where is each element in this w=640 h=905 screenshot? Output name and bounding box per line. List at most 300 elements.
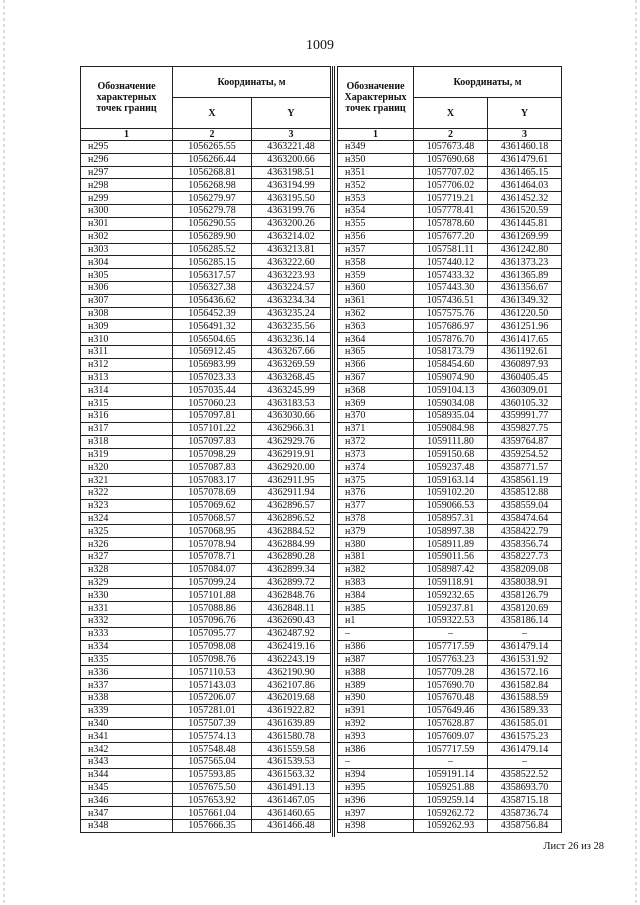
right-table-body [338, 141, 562, 833]
y-coordinate: 4362899.34 [252, 563, 331, 576]
point-label: н367 [338, 371, 414, 384]
y-coordinate: 4358771.57 [488, 461, 562, 474]
x-coordinate: 1058911.89 [414, 538, 488, 551]
table-row [81, 256, 331, 269]
left-margin-marks [3, 0, 5, 905]
x-coordinate: 1059237.48 [414, 461, 488, 474]
y-coordinate: 4358186.14 [488, 615, 562, 628]
header-col-number-2: 2 [173, 129, 252, 141]
point-label: н357 [338, 243, 414, 256]
coordinates-table-left [80, 66, 331, 833]
y-coordinate: 4361539.53 [252, 756, 331, 769]
x-coordinate: 1057436.51 [414, 294, 488, 307]
point-label: н366 [338, 358, 414, 371]
table-row [81, 563, 331, 576]
y-coordinate: 4361580.78 [252, 730, 331, 743]
x-coordinate: – [414, 756, 488, 769]
x-coordinate: 1057717.59 [414, 640, 488, 653]
point-label: н369 [338, 397, 414, 410]
y-coordinate: 4362966.31 [252, 422, 331, 435]
point-label: н385 [338, 602, 414, 615]
point-label: н339 [81, 704, 173, 717]
point-label: н373 [338, 448, 414, 461]
x-coordinate: 1057548.48 [173, 743, 252, 756]
point-label: н312 [81, 358, 173, 371]
table-row [338, 422, 562, 435]
y-coordinate: 4361467.05 [252, 794, 331, 807]
table-divider [332, 66, 335, 837]
table-row [81, 679, 331, 692]
point-label: н336 [81, 666, 173, 679]
header-y: Y [252, 98, 331, 129]
y-coordinate: 4361589.33 [488, 704, 562, 717]
table-row [81, 269, 331, 282]
x-coordinate: 1057099.24 [173, 576, 252, 589]
y-coordinate: 4361563.32 [252, 768, 331, 781]
x-coordinate: 1057690.70 [414, 679, 488, 692]
table-row [338, 743, 562, 756]
y-coordinate: 4358126.79 [488, 589, 562, 602]
point-label: н344 [81, 768, 173, 781]
x-coordinate: 1057878.60 [414, 217, 488, 230]
x-coordinate: 1057060.23 [173, 397, 252, 410]
x-coordinate: 1057666.35 [173, 820, 252, 833]
y-coordinate: 4363221.48 [252, 141, 331, 154]
y-coordinate: 4362487.92 [252, 627, 331, 640]
point-label: н371 [338, 422, 414, 435]
x-coordinate: 1057098.08 [173, 640, 252, 653]
table-row [81, 474, 331, 487]
y-coordinate: 4361356.67 [488, 281, 562, 294]
y-coordinate: 4362884.99 [252, 538, 331, 551]
point-label: н378 [338, 512, 414, 525]
table-row [338, 461, 562, 474]
point-label: н348 [81, 820, 173, 833]
point-label: н326 [81, 538, 173, 551]
table-row [81, 615, 331, 628]
x-coordinate: 1057078.94 [173, 538, 252, 551]
point-label: н384 [338, 589, 414, 602]
y-coordinate: 4362107.86 [252, 679, 331, 692]
y-coordinate: 4361192.61 [488, 346, 562, 359]
table-row [338, 576, 562, 589]
x-coordinate: 1057101.22 [173, 422, 252, 435]
x-coordinate: 1057101.88 [173, 589, 252, 602]
table-row [338, 281, 562, 294]
table-row [81, 666, 331, 679]
point-label: н395 [338, 781, 414, 794]
point-label: н354 [338, 205, 414, 218]
table-row [338, 486, 562, 499]
y-coordinate: 4361460.18 [488, 141, 562, 154]
point-label: н353 [338, 192, 414, 205]
x-coordinate: 1057095.77 [173, 627, 252, 640]
point-label: н328 [81, 563, 173, 576]
y-coordinate: 4362848.11 [252, 602, 331, 615]
table-row [81, 691, 331, 704]
point-label: н298 [81, 179, 173, 192]
y-coordinate: 4361531.92 [488, 653, 562, 666]
y-coordinate: 4363213.81 [252, 243, 331, 256]
header-point-label: Обозначение характерных точек границ [81, 67, 173, 129]
point-label: н322 [81, 486, 173, 499]
x-coordinate: 1057649.46 [414, 704, 488, 717]
x-coordinate: 1057677.20 [414, 230, 488, 243]
header-col-number-1-right: 1 [338, 129, 414, 141]
table-row [81, 230, 331, 243]
table-row [81, 551, 331, 564]
y-coordinate: 4363224.57 [252, 281, 331, 294]
point-label: н388 [338, 666, 414, 679]
table-row [81, 358, 331, 371]
y-coordinate: 4358356.74 [488, 538, 562, 551]
point-label: н365 [338, 346, 414, 359]
y-coordinate: 4358756.84 [488, 820, 562, 833]
table-row [81, 346, 331, 359]
y-coordinate: 4361466.48 [252, 820, 331, 833]
x-coordinate: 1057565.04 [173, 756, 252, 769]
y-coordinate: 4361465.15 [488, 166, 562, 179]
point-label: н307 [81, 294, 173, 307]
y-coordinate: – [488, 627, 562, 640]
x-coordinate: 1058935.04 [414, 410, 488, 423]
table-row [338, 307, 562, 320]
point-label: н320 [81, 461, 173, 474]
table-row [338, 192, 562, 205]
table-row [338, 230, 562, 243]
y-coordinate: 4358474.64 [488, 512, 562, 525]
point-label: н318 [81, 435, 173, 448]
point-label: н315 [81, 397, 173, 410]
point-label: н368 [338, 384, 414, 397]
point-label: н381 [338, 551, 414, 564]
point-label: н330 [81, 589, 173, 602]
table-row [81, 525, 331, 538]
table-row [81, 499, 331, 512]
x-coordinate: 1057575.76 [414, 307, 488, 320]
table-row [81, 653, 331, 666]
header-col-number-1: 1 [81, 129, 173, 141]
point-label: н305 [81, 269, 173, 282]
table-row [81, 371, 331, 384]
table-row [338, 474, 562, 487]
y-coordinate: 4358227.73 [488, 551, 562, 564]
table-row [81, 512, 331, 525]
table-row [338, 756, 562, 769]
x-coordinate: 1057078.69 [173, 486, 252, 499]
y-coordinate: 4359827.75 [488, 422, 562, 435]
point-label: н392 [338, 717, 414, 730]
x-coordinate: 1057069.62 [173, 499, 252, 512]
table-row [81, 743, 331, 756]
y-coordinate: 4361251.96 [488, 320, 562, 333]
table-row [338, 717, 562, 730]
y-coordinate: 4359764.87 [488, 435, 562, 448]
y-coordinate: 4360105.32 [488, 397, 562, 410]
y-coordinate: 4360897.93 [488, 358, 562, 371]
table-row [338, 538, 562, 551]
table-row [338, 269, 562, 282]
y-coordinate: 4361460.65 [252, 807, 331, 820]
y-coordinate: 4361417.65 [488, 333, 562, 346]
point-label: н376 [338, 486, 414, 499]
point-label: н397 [338, 807, 414, 820]
header-col-number-3-right: 3 [488, 129, 562, 141]
y-coordinate: 4362884.52 [252, 525, 331, 538]
y-coordinate: 4361452.32 [488, 192, 562, 205]
point-label: н1 [338, 615, 414, 628]
table-row [338, 448, 562, 461]
y-coordinate: 4361464.03 [488, 179, 562, 192]
table-row [338, 512, 562, 525]
x-coordinate: 1059084.98 [414, 422, 488, 435]
x-coordinate: 1057110.53 [173, 666, 252, 679]
table-row [81, 205, 331, 218]
y-coordinate: 4363223.93 [252, 269, 331, 282]
x-coordinate: 1057709.28 [414, 666, 488, 679]
y-coordinate: 4363200.66 [252, 153, 331, 166]
y-coordinate: 4363200.26 [252, 217, 331, 230]
table-row [338, 768, 562, 781]
x-coordinate: 1057143.03 [173, 679, 252, 692]
point-label: н360 [338, 281, 414, 294]
y-coordinate: 4359991.77 [488, 410, 562, 423]
point-label: н296 [81, 153, 173, 166]
x-coordinate: 1059237.81 [414, 602, 488, 615]
table-row [81, 768, 331, 781]
x-coordinate: 1057083.17 [173, 474, 252, 487]
header-coordinates: Координаты, м [173, 67, 331, 98]
x-coordinate: 1059118.91 [414, 576, 488, 589]
x-coordinate: 1056912.45 [173, 346, 252, 359]
x-coordinate: 1056452.39 [173, 307, 252, 320]
y-coordinate: 4358209.08 [488, 563, 562, 576]
table-row [338, 141, 562, 154]
table-row [338, 205, 562, 218]
x-coordinate: 1057876.70 [414, 333, 488, 346]
point-label: н302 [81, 230, 173, 243]
x-coordinate: 1058997.38 [414, 525, 488, 538]
x-coordinate: 1059034.08 [414, 397, 488, 410]
point-label: н313 [81, 371, 173, 384]
x-coordinate: 1059104.13 [414, 384, 488, 397]
x-coordinate: 1057763.23 [414, 653, 488, 666]
y-coordinate: 4361491.13 [252, 781, 331, 794]
table-row [338, 179, 562, 192]
point-label: н337 [81, 679, 173, 692]
point-label: н332 [81, 615, 173, 628]
header-coordinates-right: Координаты, м [414, 67, 562, 98]
point-label: н309 [81, 320, 173, 333]
x-coordinate: 1057078.71 [173, 551, 252, 564]
x-coordinate: 1057653.92 [173, 794, 252, 807]
y-coordinate: 4360309.01 [488, 384, 562, 397]
x-coordinate: 1056983.99 [173, 358, 252, 371]
point-label: н355 [338, 217, 414, 230]
point-label: н382 [338, 563, 414, 576]
table-row [338, 794, 562, 807]
x-coordinate: 1059150.68 [414, 448, 488, 461]
point-label: н329 [81, 576, 173, 589]
table-row [81, 179, 331, 192]
point-label: н377 [338, 499, 414, 512]
y-coordinate: 4363030.66 [252, 410, 331, 423]
table-row [81, 320, 331, 333]
x-coordinate: 1056265.55 [173, 141, 252, 154]
point-label: н321 [81, 474, 173, 487]
header-x: X [173, 98, 252, 129]
x-coordinate: 1056436.62 [173, 294, 252, 307]
point-label: н345 [81, 781, 173, 794]
y-coordinate: 4363194.99 [252, 179, 331, 192]
point-label: н314 [81, 384, 173, 397]
table-row [338, 397, 562, 410]
point-label: н319 [81, 448, 173, 461]
y-coordinate: 4362190.90 [252, 666, 331, 679]
table-row [81, 166, 331, 179]
point-label: н311 [81, 346, 173, 359]
y-coordinate: 4361220.50 [488, 307, 562, 320]
y-coordinate: 4361445.81 [488, 217, 562, 230]
table-row [338, 243, 562, 256]
x-coordinate: 1058454.60 [414, 358, 488, 371]
point-label: н331 [81, 602, 173, 615]
table-row [338, 256, 562, 269]
x-coordinate: 1056279.78 [173, 205, 252, 218]
x-coordinate: 1056504.65 [173, 333, 252, 346]
x-coordinate: 1056317.57 [173, 269, 252, 282]
x-coordinate: 1057443.30 [414, 281, 488, 294]
x-coordinate: 1057068.57 [173, 512, 252, 525]
table-row [338, 435, 562, 448]
x-coordinate: 1057068.95 [173, 525, 252, 538]
x-coordinate: 1059322.53 [414, 615, 488, 628]
point-label: н346 [81, 794, 173, 807]
y-coordinate: 4363183.53 [252, 397, 331, 410]
x-coordinate: 1057628.87 [414, 717, 488, 730]
table-row [81, 589, 331, 602]
x-coordinate: 1057574.13 [173, 730, 252, 743]
table-row [338, 807, 562, 820]
table-row [338, 820, 562, 833]
header-point-label-right: Обозначение Характерных точек границ [338, 67, 414, 129]
y-coordinate: 4363269.59 [252, 358, 331, 371]
table-row [81, 422, 331, 435]
x-coordinate: 1057717.59 [414, 743, 488, 756]
point-label: н380 [338, 538, 414, 551]
table-row [81, 192, 331, 205]
x-coordinate: 1057778.41 [414, 205, 488, 218]
x-coordinate: 1057690.68 [414, 153, 488, 166]
y-coordinate: 4363222.60 [252, 256, 331, 269]
point-label: н394 [338, 768, 414, 781]
x-coordinate: 1059232.65 [414, 589, 488, 602]
y-coordinate: 4358693.70 [488, 781, 562, 794]
table-row [338, 333, 562, 346]
y-coordinate: 4361373.23 [488, 256, 562, 269]
y-coordinate: 4362690.43 [252, 615, 331, 628]
x-coordinate: 1057098.76 [173, 653, 252, 666]
y-coordinate: 4359254.52 [488, 448, 562, 461]
table-row [81, 397, 331, 410]
table-row [338, 589, 562, 602]
y-coordinate: 4363236.14 [252, 333, 331, 346]
table-row [81, 384, 331, 397]
y-coordinate: 4363267.66 [252, 346, 331, 359]
y-coordinate: 4358512.88 [488, 486, 562, 499]
point-label: н310 [81, 333, 173, 346]
point-label: н297 [81, 166, 173, 179]
x-coordinate: 1057087.83 [173, 461, 252, 474]
table-row [81, 448, 331, 461]
point-label: н386 [338, 640, 414, 653]
table-row [338, 371, 562, 384]
y-coordinate: 4358715.18 [488, 794, 562, 807]
y-coordinate: 4363234.34 [252, 294, 331, 307]
x-coordinate: 1059011.56 [414, 551, 488, 564]
table-row [338, 627, 562, 640]
x-coordinate: 1056268.81 [173, 166, 252, 179]
point-label: н316 [81, 410, 173, 423]
y-coordinate: 4361269.99 [488, 230, 562, 243]
table-row [338, 499, 562, 512]
x-coordinate: 1057084.07 [173, 563, 252, 576]
table-row [81, 435, 331, 448]
right-margin-marks [635, 0, 637, 905]
table-row [338, 153, 562, 166]
table-row [81, 794, 331, 807]
x-coordinate: 1059111.80 [414, 435, 488, 448]
point-label: н364 [338, 333, 414, 346]
y-coordinate: 4361479.61 [488, 153, 562, 166]
point-label: н327 [81, 551, 173, 564]
point-label: н317 [81, 422, 173, 435]
x-coordinate: 1059251.88 [414, 781, 488, 794]
x-coordinate: 1057433.32 [414, 269, 488, 282]
point-label: н325 [81, 525, 173, 538]
y-coordinate: 4363245.99 [252, 384, 331, 397]
y-coordinate: 4360405.45 [488, 371, 562, 384]
point-label: н347 [81, 807, 173, 820]
x-coordinate: 1056279.97 [173, 192, 252, 205]
x-coordinate: 1057440.12 [414, 256, 488, 269]
table-row [338, 691, 562, 704]
x-coordinate: 1057097.81 [173, 410, 252, 423]
table-row [338, 217, 562, 230]
table-row [81, 756, 331, 769]
x-coordinate: 1059262.72 [414, 807, 488, 820]
table-row [338, 781, 562, 794]
point-label: н324 [81, 512, 173, 525]
y-coordinate: 4361349.32 [488, 294, 562, 307]
x-coordinate: 1058987.42 [414, 563, 488, 576]
table-row [81, 717, 331, 730]
table-row [81, 294, 331, 307]
table-row [338, 615, 562, 628]
y-coordinate: 4362920.00 [252, 461, 331, 474]
y-coordinate: 4358522.52 [488, 768, 562, 781]
y-coordinate: 4363214.02 [252, 230, 331, 243]
point-label: н299 [81, 192, 173, 205]
point-label: н386 [338, 743, 414, 756]
table-row [81, 307, 331, 320]
left-table-body [81, 141, 331, 833]
point-label: н295 [81, 141, 173, 154]
table-row [338, 704, 562, 717]
point-label: н349 [338, 141, 414, 154]
table-row [81, 141, 331, 154]
table-row [81, 538, 331, 551]
